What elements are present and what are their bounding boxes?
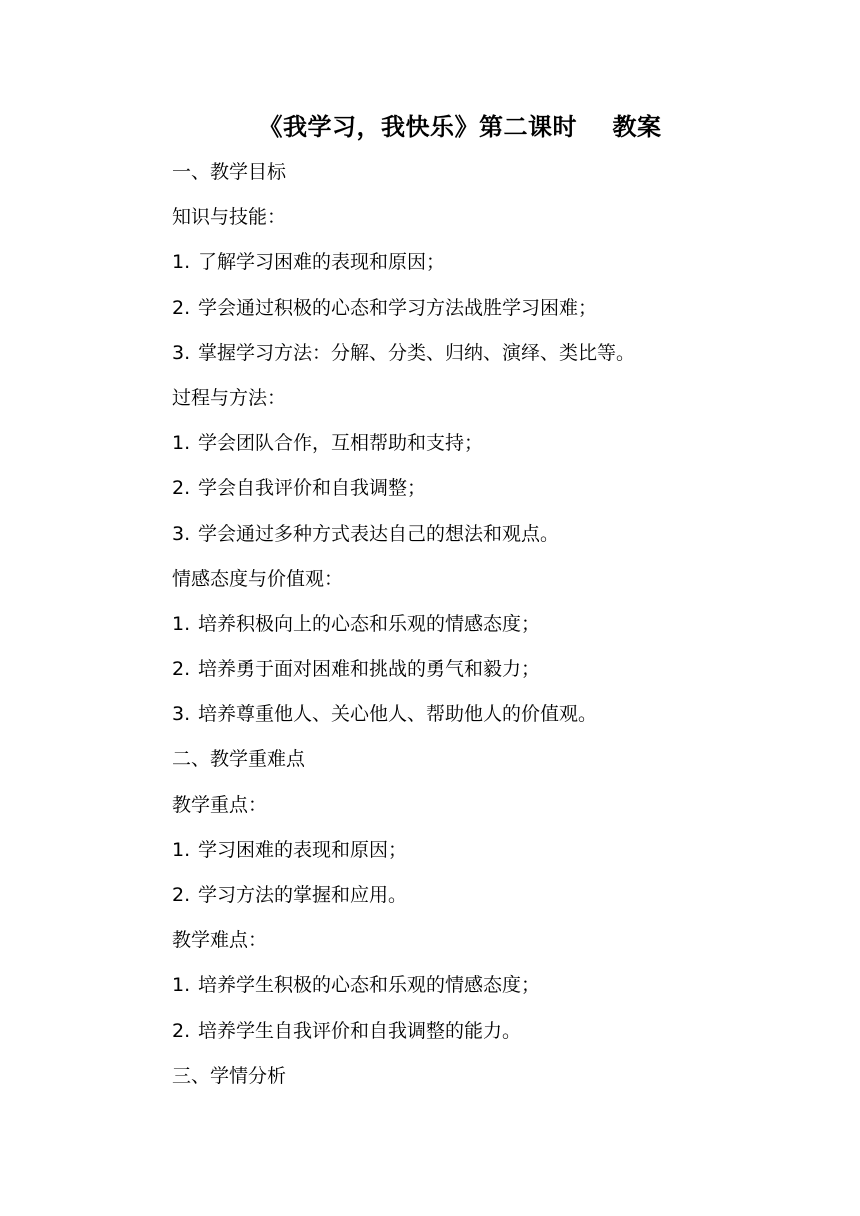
section-heading [172,202,812,247]
list-item-text: 学会通过积极的心态和学习方法战胜学习困难； [198,296,598,319]
list-item-number: 2. [172,477,191,500]
heading-text: 教学难点： [172,929,268,952]
list-item-number: 2. [172,1019,191,1042]
list-item-text: 培养学生积极的心态和乐观的情感态度； [198,974,541,997]
document-title: 《我学习，我快乐》第二课时 教案 [258,113,662,141]
list-item-number: 1. [172,251,191,274]
heading-text: 三、学情分析 [172,1064,287,1087]
list-item-number: 3. [172,341,191,364]
section-heading [172,157,812,202]
list-item-text: 了解学习困难的表现和原因； [198,251,446,274]
list-item [172,428,812,473]
section-heading [172,564,812,609]
list-item-number: 1. [172,612,191,635]
list-item-text: 培养尊重他人、关心他人、帮助他人的价值观。 [198,703,598,726]
heading-text: 二、教学重难点 [172,748,306,771]
section-heading [172,744,812,789]
heading-text: 情感态度与价值观： [172,567,344,590]
heading-text: 教学重点： [172,793,268,816]
section-heading [172,383,812,428]
document-body [172,157,812,1106]
list-item [172,609,812,654]
heading-text: 过程与方法： [172,386,287,409]
list-item [172,338,812,383]
list-item-text: 学会通过多种方式表达自己的想法和观点。 [198,522,560,545]
list-item [172,970,812,1015]
list-item-text: 培养学生自我评价和自我调整的能力。 [198,1019,522,1042]
section-heading [172,1061,812,1106]
list-item-text: 掌握学习方法：分解、分类、归纳、演绎、类比等。 [198,341,636,364]
list-item-text: 学习困难的表现和原因； [198,838,408,861]
list-item [172,1016,812,1061]
list-item [172,519,812,564]
list-item-number: 1. [172,974,191,997]
section-heading [172,925,812,970]
list-item-text: 培养积极向上的心态和乐观的情感态度； [198,612,541,635]
section-heading [172,790,812,835]
list-item-number: 3. [172,703,191,726]
list-item-text: 培养勇于面对困难和挑战的勇气和毅力； [198,658,541,681]
list-item-number: 2. [172,884,191,906]
list-item-text: 学习方法的掌握和应用。 [198,884,408,906]
list-item-number: 2. [172,296,191,319]
list-item [172,247,812,292]
list-item-number: 3. [172,522,191,545]
list-item [172,473,812,518]
list-item [172,699,812,744]
list-item-number: 1. [172,432,191,455]
heading-text: 知识与技能： [172,206,287,229]
list-item-text: 学会自我评价和自我调整； [198,477,427,500]
list-item [172,880,812,925]
heading-text: 一、教学目标 [172,161,287,183]
list-item-number: 2. [172,658,191,681]
list-item [172,654,812,699]
list-item-number: 1. [172,838,191,861]
list-item [172,293,812,338]
list-item [172,835,812,880]
list-item-text: 学会团队合作，互相帮助和支持； [198,432,484,455]
